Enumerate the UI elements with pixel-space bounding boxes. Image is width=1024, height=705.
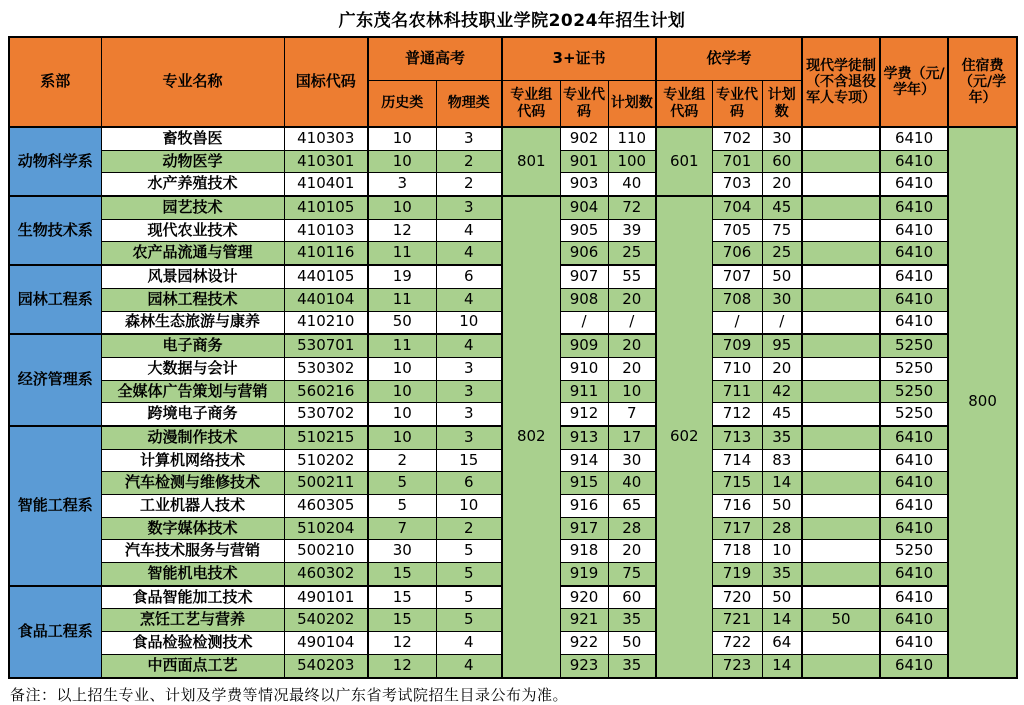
- exam-major-code-cell: 716: [712, 495, 762, 518]
- gaokao-physics-cell: 3: [436, 380, 502, 403]
- col-header-exam: 依学考: [656, 37, 802, 81]
- cert-plan-count-cell: 110: [608, 127, 656, 150]
- cert-major-code-cell: 905: [560, 219, 608, 242]
- col-header-national-code: 国标代码: [284, 37, 368, 127]
- cert-major-code-cell: 911: [560, 380, 608, 403]
- exam-major-code-cell: 720: [712, 586, 762, 609]
- table-header: [9, 37, 1017, 127]
- dept-cell: 经济管理系: [9, 334, 101, 426]
- exam-plan-count-cell: 20: [762, 357, 802, 380]
- cert-major-code-cell: 913: [560, 426, 608, 449]
- gaokao-physics-cell: 4: [436, 242, 502, 265]
- gaokao-history-cell: 10: [368, 127, 436, 150]
- accommodation-fee-cell: 800: [948, 127, 1017, 678]
- national-code-cell: 490101: [284, 586, 368, 609]
- exam-plan-count-cell: 28: [762, 517, 802, 540]
- major-name-cell: 烹饪工艺与营养: [101, 609, 284, 632]
- exam-group-code-cell: 602: [656, 196, 712, 677]
- exam-plan-count-cell: 42: [762, 380, 802, 403]
- gaokao-physics-cell: 10: [436, 495, 502, 518]
- gaokao-physics-cell: 3: [436, 127, 502, 150]
- enrollment-table: [8, 36, 1018, 679]
- major-name-cell: 园艺技术: [101, 196, 284, 219]
- major-name-cell: 现代农业技术: [101, 219, 284, 242]
- gaokao-history-cell: 50: [368, 311, 436, 334]
- exam-plan-count-cell: 25: [762, 242, 802, 265]
- exam-plan-count-cell: 14: [762, 654, 802, 677]
- col-header-major: 专业名称: [101, 37, 284, 127]
- col-header-tuition: 学费（元/学年）: [880, 37, 948, 127]
- tuition-fee-cell: 6410: [880, 242, 948, 265]
- exam-major-code-cell: 721: [712, 609, 762, 632]
- cert-major-code-cell: 915: [560, 472, 608, 495]
- exam-plan-count-cell: 64: [762, 632, 802, 655]
- cert-major-code-cell: 922: [560, 632, 608, 655]
- national-code-cell: 510202: [284, 449, 368, 472]
- cert-plan-count-cell: 17: [608, 426, 656, 449]
- modern-apprentice-cell: [802, 265, 880, 288]
- cert-major-code-cell: 919: [560, 563, 608, 586]
- cert-major-code-cell: 921: [560, 609, 608, 632]
- modern-apprentice-cell: [802, 563, 880, 586]
- gaokao-history-cell: 10: [368, 426, 436, 449]
- modern-apprentice-cell: [802, 472, 880, 495]
- exam-major-code-cell: 714: [712, 449, 762, 472]
- cert-plan-count-cell: 39: [608, 219, 656, 242]
- modern-apprentice-cell: [802, 426, 880, 449]
- gaokao-history-cell: 5: [368, 495, 436, 518]
- cert-plan-count-cell: 100: [608, 150, 656, 173]
- cert-plan-count-cell: 35: [608, 654, 656, 677]
- gaokao-history-cell: 10: [368, 357, 436, 380]
- col-header-cert: 3+证书: [502, 37, 656, 81]
- exam-plan-count-cell: 30: [762, 288, 802, 311]
- national-code-cell: 410105: [284, 196, 368, 219]
- tuition-fee-cell: 6410: [880, 150, 948, 173]
- gaokao-history-cell: 5: [368, 472, 436, 495]
- col-header-exam-group-code: 专业组代码: [656, 81, 712, 128]
- exam-major-code-cell: 723: [712, 654, 762, 677]
- gaokao-history-cell: 3: [368, 173, 436, 196]
- cert-plan-count-cell: 30: [608, 449, 656, 472]
- tuition-fee-cell: 6410: [880, 517, 948, 540]
- gaokao-history-cell: 2: [368, 449, 436, 472]
- cert-plan-count-cell: 20: [608, 357, 656, 380]
- cert-major-code-cell: 904: [560, 196, 608, 219]
- gaokao-history-cell: 10: [368, 380, 436, 403]
- tuition-fee-cell: 6410: [880, 311, 948, 334]
- major-name-cell: 园林工程技术: [101, 288, 284, 311]
- cert-major-code-cell: 914: [560, 449, 608, 472]
- exam-plan-count-cell: 35: [762, 426, 802, 449]
- cert-plan-count-cell: 75: [608, 563, 656, 586]
- cert-plan-count-cell: 25: [608, 242, 656, 265]
- exam-major-code-cell: 703: [712, 173, 762, 196]
- cert-major-code-cell: 902: [560, 127, 608, 150]
- tuition-fee-cell: 6410: [880, 426, 948, 449]
- tuition-fee-cell: 5250: [880, 540, 948, 563]
- dept-cell: 食品工程系: [9, 586, 101, 678]
- cert-plan-count-cell: 20: [608, 334, 656, 357]
- exam-major-code-cell: 722: [712, 632, 762, 655]
- major-name-cell: 智能机电技术: [101, 563, 284, 586]
- cert-plan-count-cell: 28: [608, 517, 656, 540]
- gaokao-physics-cell: 3: [436, 357, 502, 380]
- tuition-fee-cell: 6410: [880, 495, 948, 518]
- gaokao-physics-cell: 6: [436, 472, 502, 495]
- gaokao-physics-cell: 4: [436, 334, 502, 357]
- major-name-cell: 汽车检测与维修技术: [101, 472, 284, 495]
- major-name-cell: 畜牧兽医: [101, 127, 284, 150]
- gaokao-physics-cell: 4: [436, 288, 502, 311]
- modern-apprentice-cell: [802, 150, 880, 173]
- major-name-cell: 动漫制作技术: [101, 426, 284, 449]
- national-code-cell: 460305: [284, 495, 368, 518]
- dept-cell: 动物科学系: [9, 127, 101, 196]
- col-header-exam-major-code: 专业代码: [712, 81, 762, 128]
- col-header-modern-apprentice: 现代学徒制（不含退役军人专项）: [802, 37, 880, 127]
- table-body: [9, 127, 1017, 678]
- footnote: 备注：以上招生专业、计划及学费等情况最终以广东省考试院招生目录公布为准。: [10, 685, 569, 704]
- national-code-cell: 460302: [284, 563, 368, 586]
- gaokao-history-cell: 12: [368, 654, 436, 677]
- gaokao-history-cell: 11: [368, 288, 436, 311]
- exam-major-code-cell: 715: [712, 472, 762, 495]
- exam-major-code-cell: 702: [712, 127, 762, 150]
- modern-apprentice-cell: [802, 196, 880, 219]
- col-header-gaokao: 普通高考: [368, 37, 502, 81]
- exam-plan-count-cell: 83: [762, 449, 802, 472]
- cert-plan-count-cell: 7: [608, 403, 656, 426]
- exam-major-code-cell: 707: [712, 265, 762, 288]
- cert-plan-count-cell: 20: [608, 540, 656, 563]
- cert-plan-count-cell: 55: [608, 265, 656, 288]
- exam-plan-count-cell: 50: [762, 265, 802, 288]
- tuition-fee-cell: 6410: [880, 449, 948, 472]
- tuition-fee-cell: 6410: [880, 472, 948, 495]
- national-code-cell: 510215: [284, 426, 368, 449]
- exam-plan-count-cell: 60: [762, 150, 802, 173]
- exam-plan-count-cell: 45: [762, 196, 802, 219]
- major-name-cell: 计算机网络技术: [101, 449, 284, 472]
- national-code-cell: 560216: [284, 380, 368, 403]
- major-name-cell: 食品检验检测技术: [101, 632, 284, 655]
- exam-major-code-cell: 719: [712, 563, 762, 586]
- exam-plan-count-cell: 95: [762, 334, 802, 357]
- gaokao-history-cell: 11: [368, 242, 436, 265]
- cert-plan-count-cell: 72: [608, 196, 656, 219]
- gaokao-history-cell: 15: [368, 586, 436, 609]
- national-code-cell: 530701: [284, 334, 368, 357]
- gaokao-physics-cell: 15: [436, 449, 502, 472]
- gaokao-physics-cell: 10: [436, 311, 502, 334]
- exam-major-code-cell: 713: [712, 426, 762, 449]
- national-code-cell: 410401: [284, 173, 368, 196]
- modern-apprentice-cell: [802, 334, 880, 357]
- major-name-cell: 电子商务: [101, 334, 284, 357]
- national-code-cell: 410103: [284, 219, 368, 242]
- tuition-fee-cell: 6410: [880, 609, 948, 632]
- exam-major-code-cell: 706: [712, 242, 762, 265]
- major-name-cell: 水产养殖技术: [101, 173, 284, 196]
- exam-major-code-cell: 704: [712, 196, 762, 219]
- cert-plan-count-cell: 20: [608, 288, 656, 311]
- col-header-cert-group-code: 专业组代码: [502, 81, 560, 128]
- exam-major-code-cell: 718: [712, 540, 762, 563]
- cert-plan-count-cell: 35: [608, 609, 656, 632]
- gaokao-physics-cell: 2: [436, 173, 502, 196]
- national-code-cell: 540203: [284, 654, 368, 677]
- cert-major-code-cell: 903: [560, 173, 608, 196]
- cert-plan-count-cell: 60: [608, 586, 656, 609]
- modern-apprentice-cell: [802, 242, 880, 265]
- gaokao-history-cell: 12: [368, 219, 436, 242]
- col-header-dept: 系部: [9, 37, 101, 127]
- national-code-cell: 510204: [284, 517, 368, 540]
- exam-major-code-cell: 712: [712, 403, 762, 426]
- national-code-cell: 540202: [284, 609, 368, 632]
- cert-major-code-cell: 910: [560, 357, 608, 380]
- tuition-fee-cell: 6410: [880, 288, 948, 311]
- exam-plan-count-cell: 50: [762, 495, 802, 518]
- tuition-fee-cell: 6410: [880, 127, 948, 150]
- modern-apprentice-cell: [802, 127, 880, 150]
- cert-major-code-cell: 908: [560, 288, 608, 311]
- gaokao-history-cell: 10: [368, 403, 436, 426]
- major-name-cell: 跨境电子商务: [101, 403, 284, 426]
- gaokao-physics-cell: 5: [436, 609, 502, 632]
- national-code-cell: 410210: [284, 311, 368, 334]
- national-code-cell: 410301: [284, 150, 368, 173]
- exam-group-code-cell: 601: [656, 127, 712, 196]
- national-code-cell: 490104: [284, 632, 368, 655]
- modern-apprentice-cell: [802, 173, 880, 196]
- cert-group-code-cell: 801: [502, 127, 560, 196]
- exam-plan-count-cell: 14: [762, 609, 802, 632]
- gaokao-history-cell: 7: [368, 517, 436, 540]
- cert-major-code-cell: /: [560, 311, 608, 334]
- modern-apprentice-cell: [802, 403, 880, 426]
- cert-major-code-cell: 906: [560, 242, 608, 265]
- national-code-cell: 410303: [284, 127, 368, 150]
- tuition-fee-cell: 5250: [880, 357, 948, 380]
- exam-major-code-cell: /: [712, 311, 762, 334]
- gaokao-physics-cell: 5: [436, 540, 502, 563]
- gaokao-history-cell: 10: [368, 150, 436, 173]
- cert-major-code-cell: 923: [560, 654, 608, 677]
- modern-apprentice-cell: [802, 380, 880, 403]
- tuition-fee-cell: 6410: [880, 654, 948, 677]
- exam-plan-count-cell: 50: [762, 586, 802, 609]
- cert-plan-count-cell: 40: [608, 173, 656, 196]
- national-code-cell: 530702: [284, 403, 368, 426]
- tuition-fee-cell: 6410: [880, 173, 948, 196]
- cert-plan-count-cell: /: [608, 311, 656, 334]
- table-title: 广东茂名农林科技职业学院2024年招生计划: [338, 11, 686, 31]
- national-code-cell: 410116: [284, 242, 368, 265]
- national-code-cell: 500211: [284, 472, 368, 495]
- cert-major-code-cell: 909: [560, 334, 608, 357]
- dept-cell: 生物技术系: [9, 196, 101, 265]
- col-header-accommodation: 住宿费（元/学年）: [948, 37, 1017, 127]
- col-header-history: 历史类: [368, 81, 436, 128]
- exam-major-code-cell: 717: [712, 517, 762, 540]
- tuition-fee-cell: 6410: [880, 586, 948, 609]
- modern-apprentice-cell: [802, 449, 880, 472]
- gaokao-physics-cell: 4: [436, 219, 502, 242]
- gaokao-history-cell: 10: [368, 196, 436, 219]
- col-header-cert-major-code: 专业代码: [560, 81, 608, 128]
- modern-apprentice-cell: [802, 517, 880, 540]
- tuition-fee-cell: 6410: [880, 265, 948, 288]
- gaokao-physics-cell: 4: [436, 654, 502, 677]
- exam-plan-count-cell: 35: [762, 563, 802, 586]
- modern-apprentice-cell: [802, 357, 880, 380]
- exam-plan-count-cell: 20: [762, 173, 802, 196]
- gaokao-history-cell: 15: [368, 609, 436, 632]
- dept-cell: 园林工程系: [9, 265, 101, 334]
- header-row-groups: [9, 37, 1017, 81]
- cert-major-code-cell: 920: [560, 586, 608, 609]
- tuition-fee-cell: 6410: [880, 563, 948, 586]
- gaokao-history-cell: 12: [368, 632, 436, 655]
- modern-apprentice-cell: 50: [802, 609, 880, 632]
- major-name-cell: 中西面点工艺: [101, 654, 284, 677]
- major-name-cell: 风景园林设计: [101, 265, 284, 288]
- modern-apprentice-cell: [802, 495, 880, 518]
- exam-plan-count-cell: 45: [762, 403, 802, 426]
- tuition-fee-cell: 6410: [880, 219, 948, 242]
- exam-plan-count-cell: 14: [762, 472, 802, 495]
- tuition-fee-cell: 5250: [880, 334, 948, 357]
- gaokao-physics-cell: 3: [436, 426, 502, 449]
- cert-major-code-cell: 916: [560, 495, 608, 518]
- national-code-cell: 440104: [284, 288, 368, 311]
- col-header-physics: 物理类: [436, 81, 502, 128]
- cert-major-code-cell: 901: [560, 150, 608, 173]
- cert-major-code-cell: 917: [560, 517, 608, 540]
- gaokao-history-cell: 30: [368, 540, 436, 563]
- modern-apprentice-cell: [802, 586, 880, 609]
- tuition-fee-cell: 6410: [880, 632, 948, 655]
- modern-apprentice-cell: [802, 311, 880, 334]
- major-name-cell: 食品智能加工技术: [101, 586, 284, 609]
- national-code-cell: 530302: [284, 357, 368, 380]
- cert-plan-count-cell: 50: [608, 632, 656, 655]
- table-row: [9, 127, 1017, 150]
- exam-plan-count-cell: 75: [762, 219, 802, 242]
- gaokao-physics-cell: 5: [436, 563, 502, 586]
- major-name-cell: 全媒体广告策划与营销: [101, 380, 284, 403]
- gaokao-physics-cell: 5: [436, 586, 502, 609]
- tuition-fee-cell: 5250: [880, 403, 948, 426]
- exam-plan-count-cell: 10: [762, 540, 802, 563]
- national-code-cell: 440105: [284, 265, 368, 288]
- cert-plan-count-cell: 40: [608, 472, 656, 495]
- modern-apprentice-cell: [802, 219, 880, 242]
- cert-plan-count-cell: 10: [608, 380, 656, 403]
- gaokao-physics-cell: 4: [436, 632, 502, 655]
- gaokao-history-cell: 19: [368, 265, 436, 288]
- cert-major-code-cell: 918: [560, 540, 608, 563]
- gaokao-physics-cell: 6: [436, 265, 502, 288]
- major-name-cell: 大数据与会计: [101, 357, 284, 380]
- col-header-cert-plan-count: 计划数: [608, 81, 656, 128]
- modern-apprentice-cell: [802, 654, 880, 677]
- gaokao-physics-cell: 3: [436, 403, 502, 426]
- exam-major-code-cell: 709: [712, 334, 762, 357]
- tuition-fee-cell: 6410: [880, 196, 948, 219]
- gaokao-physics-cell: 2: [436, 150, 502, 173]
- major-name-cell: 数字媒体技术: [101, 517, 284, 540]
- exam-major-code-cell: 708: [712, 288, 762, 311]
- cert-major-code-cell: 912: [560, 403, 608, 426]
- modern-apprentice-cell: [802, 540, 880, 563]
- major-name-cell: 动物医学: [101, 150, 284, 173]
- major-name-cell: 森林生态旅游与康养: [101, 311, 284, 334]
- gaokao-physics-cell: 2: [436, 517, 502, 540]
- gaokao-physics-cell: 3: [436, 196, 502, 219]
- exam-plan-count-cell: 30: [762, 127, 802, 150]
- col-header-exam-plan-count: 计划数: [762, 81, 802, 128]
- major-name-cell: 农产品流通与管理: [101, 242, 284, 265]
- modern-apprentice-cell: [802, 288, 880, 311]
- major-name-cell: 汽车技术服务与营销: [101, 540, 284, 563]
- cert-group-code-cell: 802: [502, 196, 560, 677]
- modern-apprentice-cell: [802, 632, 880, 655]
- major-name-cell: 工业机器人技术: [101, 495, 284, 518]
- table-row: [9, 196, 1017, 219]
- exam-major-code-cell: 705: [712, 219, 762, 242]
- exam-plan-count-cell: /: [762, 311, 802, 334]
- gaokao-history-cell: 15: [368, 563, 436, 586]
- tuition-fee-cell: 5250: [880, 380, 948, 403]
- exam-major-code-cell: 711: [712, 380, 762, 403]
- exam-major-code-cell: 710: [712, 357, 762, 380]
- cert-plan-count-cell: 65: [608, 495, 656, 518]
- dept-cell: 智能工程系: [9, 426, 101, 586]
- gaokao-history-cell: 11: [368, 334, 436, 357]
- national-code-cell: 500210: [284, 540, 368, 563]
- exam-major-code-cell: 701: [712, 150, 762, 173]
- cert-major-code-cell: 907: [560, 265, 608, 288]
